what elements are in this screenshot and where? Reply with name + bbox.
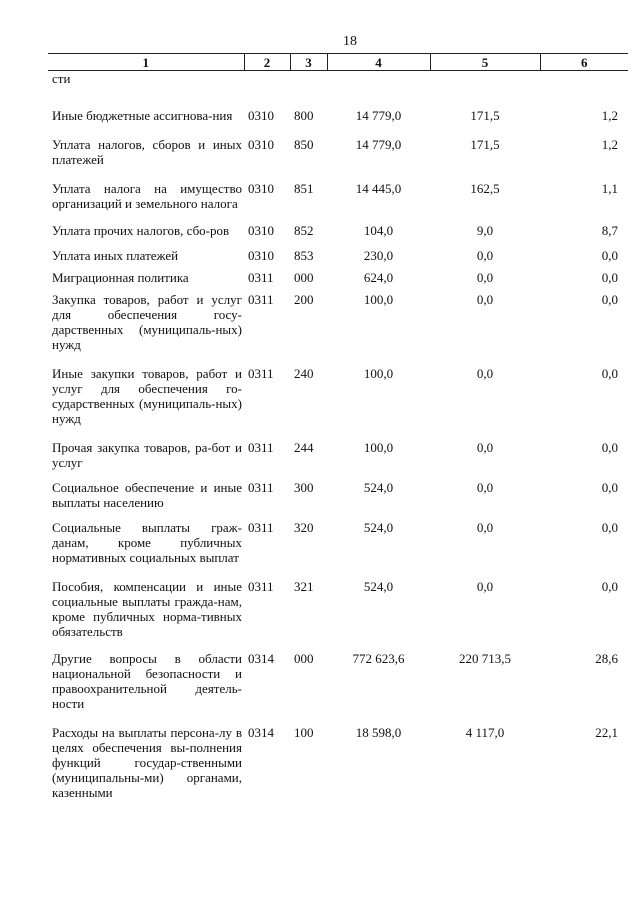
row-name-cell: Уплата налогов, сборов и иных платежей [52,137,242,167]
row-value-cell-c2 [244,71,290,87]
row-value-cell-c3: 320 [294,520,314,535]
row-value-cell-c2: 0311 [248,520,274,535]
row-value-cell-c3: 851 [294,181,314,196]
row-value-cell-c4: 524,0 [363,520,394,535]
spacer-cell [48,263,628,270]
row-value-cell-c4: 104,0 [363,223,394,238]
row-value-cell-c2: 0311 [248,579,274,594]
spacer-cell [48,565,628,579]
row-spacer [48,470,628,480]
header-col-5: 5 [430,54,540,71]
row-value-cell-c3: 300 [294,480,314,495]
row-value-cell-c3: 000 [294,651,314,666]
row-value-cell-c6: 0,0 [601,579,618,594]
table-row [48,651,628,711]
row-spacer [48,167,628,181]
row-value-cell-c3: 240 [294,366,314,381]
table-header-row [48,54,628,71]
table-row [48,181,628,211]
spacer-cell [48,211,628,223]
row-spacer [48,211,628,223]
row-value-cell-c3: 200 [294,292,314,307]
row-name-cell: Миграционная политика [52,270,189,285]
spacer-cell [48,86,628,108]
row-name-cell: Иные закупки товаров, работ и услуг для обеспечения го-сударственных (муниципаль-ных) нужд [52,366,242,426]
row-value-cell-c2: 0311 [248,292,274,307]
row-name-cell: сти [52,71,71,86]
row-value-cell-c5 [430,71,540,87]
table-row [48,579,628,639]
row-value-cell-c5: 0,0 [476,248,494,263]
row-spacer [48,123,628,137]
row-value-cell-c6: 0,0 [601,520,618,535]
spacer-cell [48,470,628,480]
header-col-4: 4 [327,54,430,71]
budget-table [48,53,628,800]
row-value-cell-c6: 0,0 [601,270,618,285]
row-spacer [48,711,628,725]
row-spacer [48,238,628,248]
row-value-cell-c2: 0311 [248,440,274,455]
table-body [48,71,628,801]
row-value-cell-c5: 0,0 [476,480,494,495]
row-name-cell: Пособия, компенсации и иные социальные выплаты гражда-нам, кроме публичных норма-тивных обязательств [52,579,242,639]
spacer-cell [48,285,628,292]
row-name-cell: Иные бюджетные ассигнова-ния [52,108,233,123]
table-row [48,137,628,167]
row-value-cell-c6: 0,0 [601,480,618,495]
row-spacer [48,510,628,520]
row-value-cell-c2: 0310 [248,223,274,238]
row-name-cell: Социальное обеспечение и иные выплаты населению [52,480,242,510]
row-value-cell-c2: 0311 [248,366,274,381]
row-value-cell-c6: 0,0 [601,440,618,455]
row-value-cell-c5: 162,5 [470,181,500,196]
table-row [48,520,628,565]
row-spacer [48,352,628,366]
row-value-cell-c2: 0310 [248,137,274,152]
table-row [48,440,628,470]
row-value-cell-c3: 800 [294,108,314,123]
page-number: 18 [343,34,357,49]
row-value-cell-c4: 18 598,0 [355,725,402,740]
row-value-cell-c6 [540,71,628,87]
row-value-cell-c2: 0311 [248,270,274,285]
row-value-cell-c4 [327,71,430,87]
row-value-cell-c5: 0,0 [476,366,494,381]
row-value-cell-c4: 14 779,0 [355,108,402,123]
row-value-cell-c5: 0,0 [476,292,494,307]
row-value-cell-c4: 524,0 [363,480,394,495]
table-row [48,71,628,87]
spacer-cell [48,426,628,440]
row-value-cell-c2: 0311 [248,480,274,495]
row-spacer [48,426,628,440]
row-value-cell-c5: 4 117,0 [465,725,505,740]
row-name-cell: Другие вопросы в области национальной безопасности и правоохранительной деятель-ности [52,651,242,711]
row-value-cell-c5: 220 713,5 [459,651,511,666]
row-name-cell: Уплата иных платежей [52,248,179,263]
row-value-cell-c2: 0310 [248,181,274,196]
table-row [48,248,628,263]
spacer-cell [48,167,628,181]
row-value-cell-c6: 0,0 [601,248,618,263]
row-value-cell-c3: 000 [294,270,314,285]
row-name-cell: Прочая закупка товаров, ра-бот и услуг [52,440,242,470]
row-value-cell-c6: 1,2 [601,137,618,152]
row-value-cell-c5: 0,0 [476,520,494,535]
row-value-cell-c6: 1,2 [601,108,618,123]
row-value-cell-c4: 14 445,0 [355,181,402,196]
row-value-cell-c3: 852 [294,223,314,238]
row-value-cell-c4: 100,0 [363,366,394,381]
table-row [48,223,628,238]
row-spacer [48,263,628,270]
spacer-cell [48,352,628,366]
row-value-cell-c4: 100,0 [363,292,394,307]
row-spacer [48,86,628,108]
row-value-cell-c5: 171,5 [470,137,500,152]
row-value-cell-c5: 9,0 [476,223,494,238]
row-value-cell-c3: 321 [294,579,314,594]
row-value-cell-c6: 0,0 [601,292,618,307]
row-value-cell-c2: 0314 [248,725,274,740]
header-col-3: 3 [290,54,327,71]
spacer-cell [48,238,628,248]
row-value-cell-c5: 0,0 [476,579,494,594]
row-value-cell-c4: 100,0 [363,440,394,455]
row-value-cell-c6: 28,6 [595,651,618,666]
spacer-cell [48,711,628,725]
row-value-cell-c2: 0314 [248,651,274,666]
row-name-cell: Закупка товаров, работ и услуг для обеспечения госу-дарственных (муниципаль-ных) нужд [52,292,242,352]
table-row [48,108,628,123]
row-spacer [48,565,628,579]
row-value-cell-c3: 244 [294,440,314,455]
row-value-cell-c4: 14 779,0 [355,137,402,152]
row-value-cell-c2: 0310 [248,108,274,123]
row-value-cell-c6: 22,1 [595,725,618,740]
row-spacer [48,639,628,651]
table-row [48,366,628,426]
row-value-cell-c5: 171,5 [470,108,500,123]
row-value-cell-c5: 0,0 [476,270,494,285]
row-value-cell-c4: 524,0 [363,579,394,594]
row-value-cell-c3 [290,71,327,87]
row-value-cell-c5: 0,0 [476,440,494,455]
row-value-cell-c4: 230,0 [363,248,394,263]
row-value-cell-c2: 0310 [248,248,274,263]
table-row [48,292,628,352]
row-value-cell-c3: 853 [294,248,314,263]
row-value-cell-c4: 772 623,6 [352,651,405,666]
row-value-cell-c3: 100 [294,725,314,740]
spacer-cell [48,639,628,651]
table-row [48,270,628,285]
row-value-cell-c6: 0,0 [601,366,618,381]
header-col-1: 1 [48,54,244,71]
spacer-cell [48,510,628,520]
row-spacer [48,285,628,292]
row-name-cell: Уплата налога на имущество организаций и земельного налога [52,181,242,211]
row-value-cell-c4: 624,0 [363,270,394,285]
header-col-6: 6 [540,54,628,71]
spacer-cell [48,123,628,137]
row-name-cell: Расходы на выплаты персона-лу в целях обеспечения вы-полнения функций государ-ственными (муниципальны-ми) органами, казенными [52,725,242,800]
row-name-cell: Социальные выплаты граж-данам, кроме публичных нормативных социальных выплат [52,520,242,565]
row-value-cell-c3: 850 [294,137,314,152]
table-row [48,725,628,800]
header-col-2: 2 [244,54,290,71]
table-row [48,480,628,510]
row-value-cell-c6: 1,1 [601,181,618,196]
row-name-cell: Уплата прочих налогов, сбо-ров [52,223,230,238]
row-value-cell-c6: 8,7 [601,223,618,238]
